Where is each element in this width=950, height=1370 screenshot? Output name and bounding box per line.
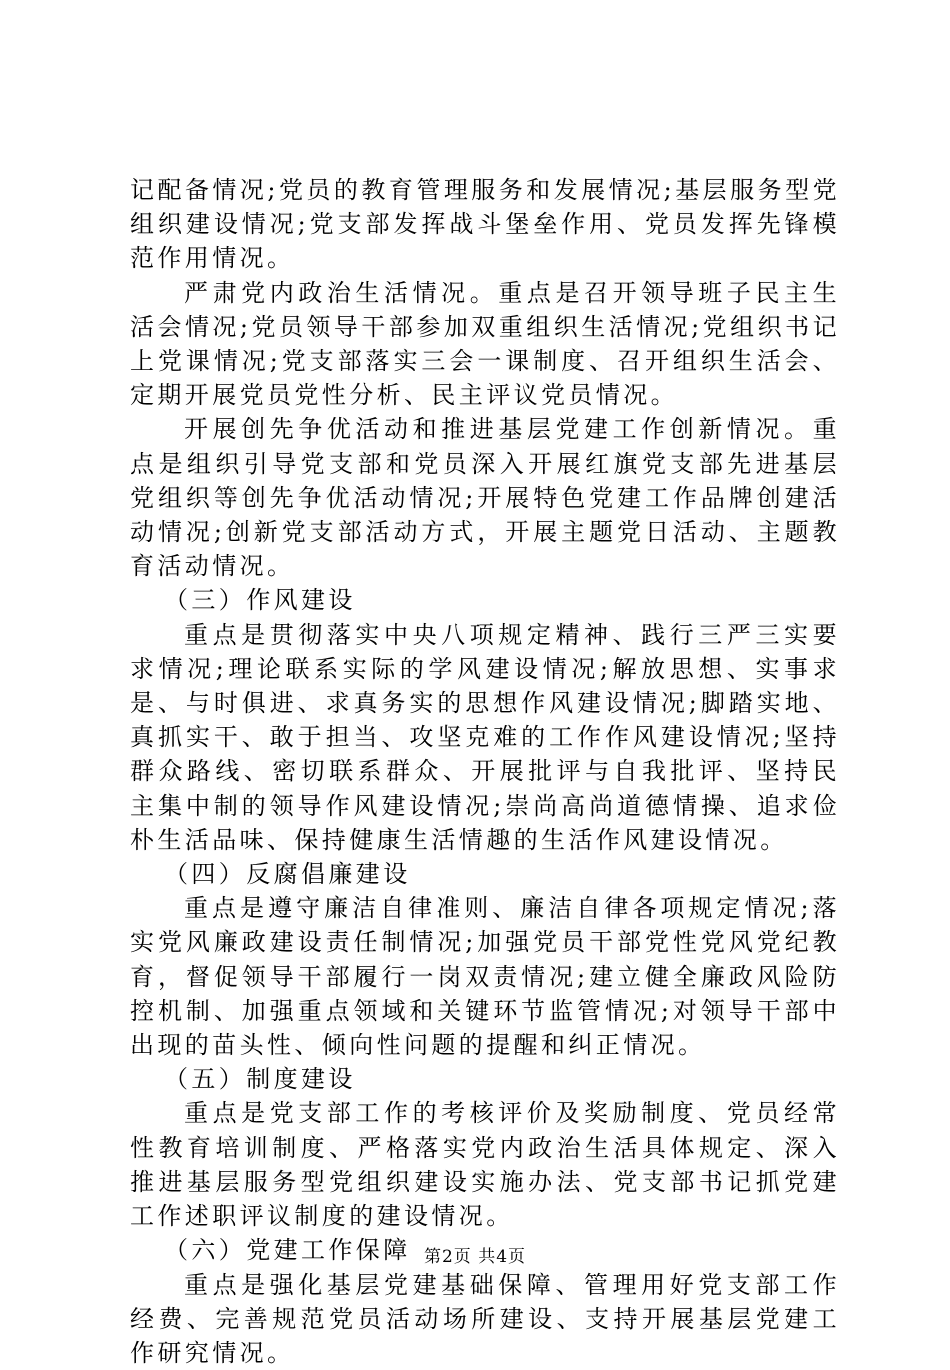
paragraph-3: 开展创先争优活动和推进基层党建工作创新情况。重点是组织引导党支部和党员深入开展红旗党支部先进基层党组织等创先争优活动情况;开展特色党建工作品牌创建活动情况;创新党支部活动方式，开展主题党日活动、主题教育活动情况。 — [130, 412, 840, 583]
paragraph-4: 重点是贯彻落实中央八项规定精神、践行三严三实要求情况;理论联系实际的学风建设情况;解放思想、实事求是、与时俱进、求真务实的思想作风建设情况;脚踏实地、真抓实干、敢于担当、攻坚克难的工作作风建设情况;坚持群众路线、密切联系群众、开展批评与自我批评、坚持民主集中制的领导作风建设情况;崇尚高尚道德情操、追求俭朴生活品味、保持健康生活情趣的生活作风建设情况。 — [130, 618, 840, 857]
paragraph-1: 记配备情况;党员的教育管理服务和发展情况;基层服务型党组织建设情况;党支部发挥战斗堡垒作用、党员发挥先锋模范作用情况。 — [130, 173, 840, 276]
document-body — [130, 173, 840, 1370]
paragraph-6: 重点是党支部工作的考核评价及奖励制度、党员经常性教育培训制度、严格落实党内政治生活具体规定、深入推进基层服务型党组织建设实施办法、党支部书记抓党建工作述职评议制度的建设情况。 — [130, 1096, 840, 1233]
section-heading-6: （六）党建工作保障 — [130, 1233, 840, 1267]
section-heading-4: （四）反腐倡廉建设 — [130, 857, 840, 891]
section-heading-3: （三）作风建设 — [130, 583, 840, 617]
paragraph-2: 严肃党内政治生活情况。重点是召开领导班子民主生活会情况;党员领导干部参加双重组织生活情况;党组织书记上党课情况;党支部落实三会一课制度、召开组织生活会、定期开展党员党性分析、民主评议党员情况。 — [130, 276, 840, 413]
paragraph-5: 重点是遵守廉洁自律准则、廉洁自律各项规定情况;落实党风廉政建设责任制情况;加强党员干部党性党风党纪教育，督促领导干部履行一岗双责情况;建立健全廉政风险防控机制、加强重点领域和关键环节监管情况;对领导干部中出现的苗头性、倾向性问题的提醒和纠正情况。 — [130, 891, 840, 1062]
page-number-footer: 第2页 共4页 — [0, 1245, 950, 1269]
section-heading-5: （五）制度建设 — [130, 1062, 840, 1096]
paragraph-7: 重点是强化基层党建基础保障、管理用好党支部工作经费、完善规范党员活动场所建设、支持开展基层党建工作研究情况。 — [130, 1268, 840, 1370]
